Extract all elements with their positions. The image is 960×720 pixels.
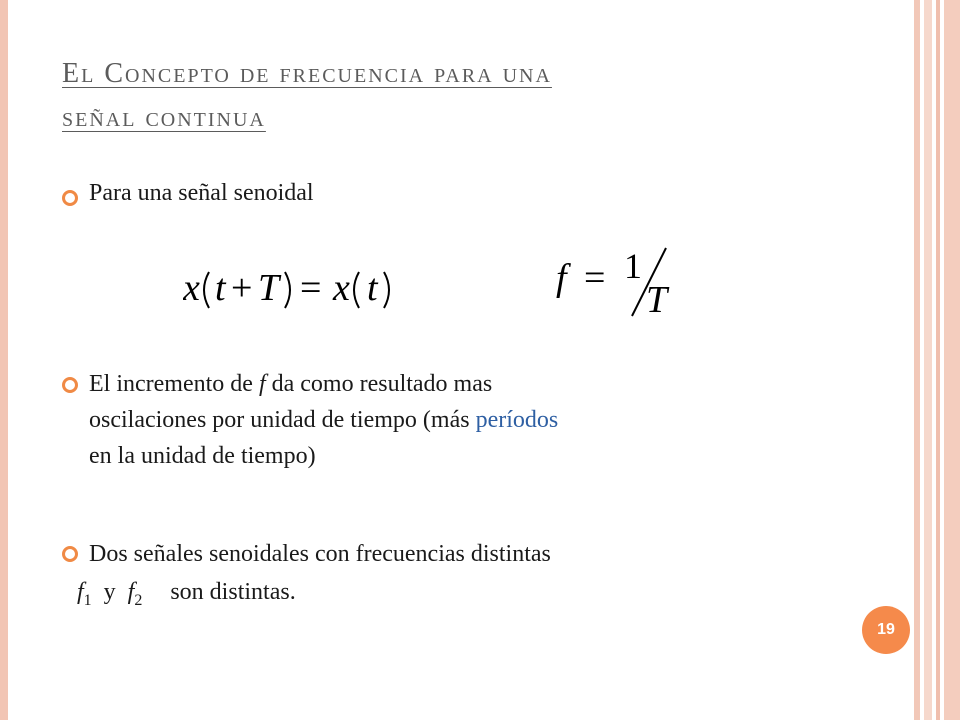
- bullet-3-line-1: Dos señales senoidales con frecuencias distintas: [89, 541, 551, 567]
- svg-text:1: 1: [624, 246, 642, 286]
- periodicity-equation: [183, 250, 423, 325]
- title-line-2: señal continua: [62, 102, 266, 133]
- bullet-text-2: [89, 366, 829, 474]
- frequency-equation-svg: [554, 240, 684, 320]
- svg-text:f: f: [556, 257, 567, 299]
- right-decorative-stripes: [914, 0, 960, 720]
- svg-text:=: =: [300, 267, 322, 309]
- variable-f2: $f_2$: [127, 579, 143, 609]
- bullet-3-tail: son distintas.: [170, 579, 296, 605]
- svg-text:T: T: [258, 267, 280, 309]
- bullet-marker-2: [62, 377, 78, 393]
- svg-text:t: t: [215, 267, 226, 309]
- bullet-2-line-2-text: oscilaciones por unidad de tiempo (más: [89, 407, 476, 433]
- frequency-equation: [554, 240, 684, 325]
- bullet-2-text-end: da como resultado mas: [271, 371, 493, 397]
- svg-text:+: +: [231, 267, 253, 309]
- bullet-marker-3: [62, 546, 78, 562]
- bullet-2-line-3: en la unidad de tiempo): [89, 443, 316, 469]
- periodos-link[interactable]: períodos: [475, 407, 559, 433]
- bullet-3-line-2: [77, 573, 829, 620]
- page-number-badge: 19: [862, 606, 910, 654]
- title-line-1: El Concepto de frecuencia para una: [62, 58, 552, 89]
- variable-f1: $f_1$: [77, 579, 92, 609]
- left-decorative-border: [0, 0, 8, 720]
- bullet-marker-1: [62, 190, 78, 206]
- slide-title: [62, 52, 882, 140]
- variable-f: f: [258, 371, 266, 397]
- periodicity-equation-svg: [183, 250, 423, 320]
- bullet-text-1: Para una señal senoidal: [89, 180, 314, 206]
- conjunction-y: y: [103, 579, 116, 605]
- svg-text:t: t: [367, 267, 378, 309]
- svg-text:x: x: [183, 267, 200, 309]
- bullet-2-line-1: [89, 366, 829, 402]
- svg-text:T: T: [646, 279, 668, 320]
- bullet-2-text-start: El incremento de: [89, 371, 253, 397]
- svg-text:x: x: [333, 267, 350, 309]
- svg-text:=: =: [584, 257, 606, 299]
- bullet-text-3: [77, 535, 829, 620]
- bullet-2-line-2: [89, 402, 829, 438]
